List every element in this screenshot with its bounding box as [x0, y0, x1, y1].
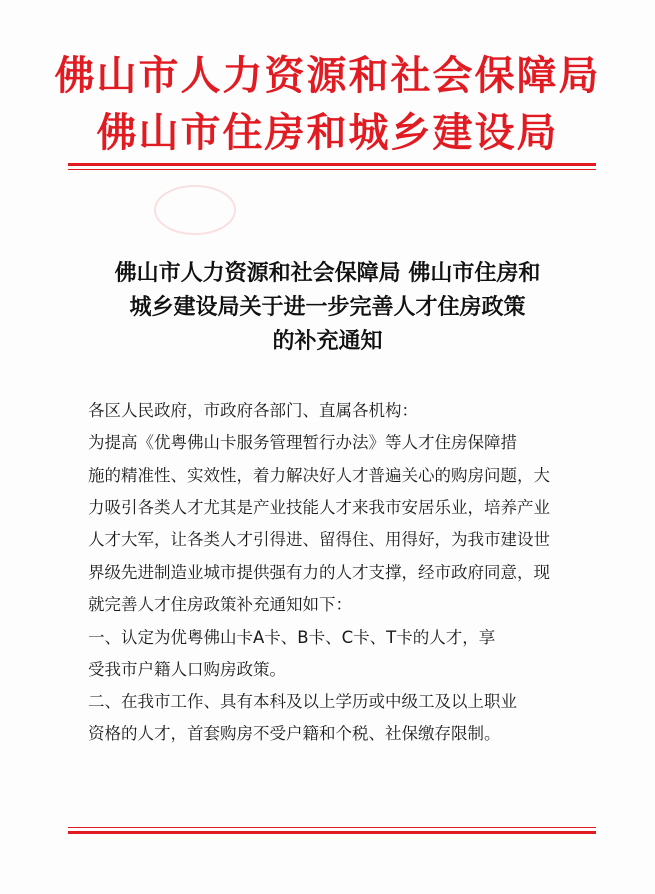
- document-title-line-1: 佛山市人力资源和社会保障局 佛山市住房和: [114, 260, 541, 286]
- body-line: 就完善人才住房政策补充通知如下：: [88, 595, 352, 614]
- body-line: 各区人民政府，市政府各部门、直属各机构：: [88, 401, 418, 420]
- header-rule-thin: [68, 169, 596, 170]
- issuer-name-housing: 佛山市住房和城乡建设局: [96, 109, 559, 156]
- body-line: 界级先进制造业城市提供强有力的人才支撑，经市政府同意，现: [88, 563, 550, 582]
- document-title-line-2: 城乡建设局关于进一步完善人才住房政策: [129, 294, 526, 320]
- issuer-name-hrss: 佛山市人力资源和社会保障局: [54, 52, 601, 99]
- footer-rule-thin: [68, 827, 596, 828]
- body-line: 一、认定为优粤佛山卡A卡、B卡、C卡、T卡的人才，享: [88, 628, 496, 647]
- body-line: 受我市户籍人口购房政策。: [88, 660, 286, 679]
- body-line: 资格的人才，首套购房不受户籍和个税、社保缴存限制。: [88, 724, 501, 743]
- body-line: 人才大军，让各类人才引得进、留得住、用得好，为我市建设世: [88, 530, 550, 549]
- body-line: 力吸引各类人才尤其是产业技能人才来我市安居乐业，培养产业: [88, 498, 550, 517]
- body-line: 为提高《优粤佛山卡服务管理暂行办法》等人才住房保障措: [88, 433, 517, 452]
- faint-stamp-mark: [150, 180, 240, 240]
- document-title-line-3: 的补充通知: [272, 328, 383, 354]
- body-line: 施的精准性、实效性，着力解决好人才普遍关心的购房问题，大: [88, 466, 550, 485]
- header-rule-thick: [68, 163, 596, 166]
- body-line: 二、在我市工作、具有本科及以上学历或中级工及以上职业: [88, 692, 517, 711]
- footer-rule-thick: [68, 831, 596, 834]
